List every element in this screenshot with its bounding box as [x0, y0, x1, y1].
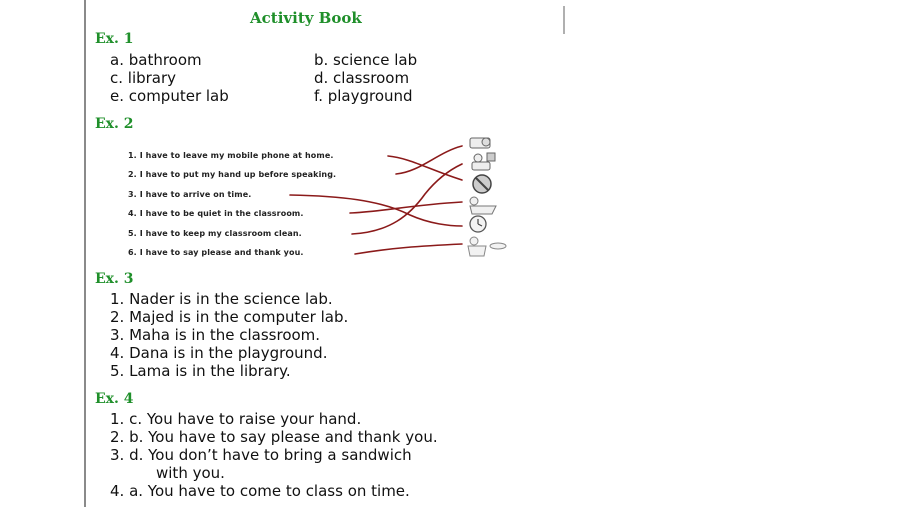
ex1-item-c: c. library	[110, 69, 177, 87]
match-line-6	[355, 244, 462, 254]
ex1-item-d: d. classroom	[314, 69, 410, 87]
match-line-5	[352, 164, 462, 234]
ex1-item-b: b. science lab	[314, 51, 418, 69]
ex1-item-a: a. bathroom	[110, 51, 202, 69]
picture-1-icon	[470, 138, 490, 148]
ex4-item-3: 3. d. You don’t have to bring a sandwich	[110, 446, 412, 464]
ex2-sentence-3: 3. I have to arrive on time.	[128, 190, 252, 199]
ex4-item-2: 2. b. You have to say please and thank you.	[110, 428, 438, 446]
ex2-sentence-5: 5. I have to keep my classroom clean.	[128, 229, 302, 238]
ex1-item-e: e. computer lab	[110, 87, 229, 105]
ex2-sentence-4: 4. I have to be quiet in the classroom.	[128, 209, 304, 218]
no-phone-sign-icon	[473, 175, 491, 193]
ex1-item-f: f. playground	[314, 87, 413, 105]
clock-icon	[470, 216, 486, 232]
picture-2-icon	[472, 153, 495, 170]
ex4-item-3-continued: with you.	[156, 464, 225, 482]
ex2-sentence-1: 1. I have to leave my mobile phone at home.	[128, 151, 334, 160]
ex1-heading: Ex. 1	[95, 31, 134, 47]
ex2-sentence-6: 6. I have to say please and thank you.	[128, 248, 304, 257]
ex4-heading: Ex. 4	[95, 391, 134, 407]
ex3-item-2: 2. Majed is in the computer lab.	[110, 308, 349, 326]
ex4-item-1: 1. c. You have to raise your hand.	[110, 410, 362, 428]
picture-6-icon	[468, 237, 506, 256]
ex3-heading: Ex. 3	[95, 271, 134, 287]
ex3-item-4: 4. Dana is in the playground.	[110, 344, 328, 362]
ex3-item-1: 1. Nader is in the science lab.	[110, 290, 333, 308]
ex3-item-3: 3. Maha is in the classroom.	[110, 326, 321, 344]
ex3-item-5: 5. Lama is in the library.	[110, 362, 291, 380]
ex4-item-4: 4. a. You have to come to class on time.	[110, 482, 410, 500]
picture-4-icon	[470, 197, 496, 214]
page-title: Activity Book	[250, 9, 362, 27]
ex2-sentence-2: 2. I have to put my hand up before speaking.	[128, 170, 337, 179]
match-line-4	[350, 202, 462, 213]
ex2-heading: Ex. 2	[95, 116, 134, 132]
match-line-1	[388, 156, 462, 180]
